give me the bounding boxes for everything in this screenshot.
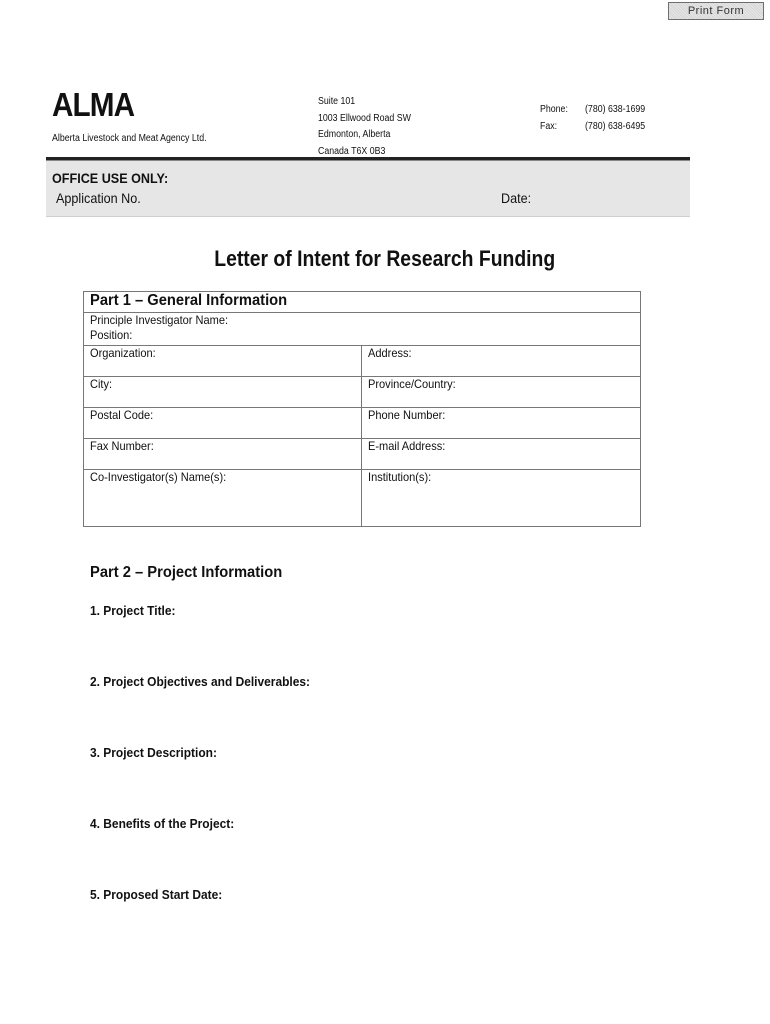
postal-code-field[interactable] [84, 408, 362, 439]
address-line-2: 1003 Ellwood Road SW [318, 113, 411, 124]
office-date-label: Date: [501, 190, 532, 206]
institution-field[interactable] [362, 470, 641, 527]
province-country-field[interactable] [362, 377, 641, 408]
address-line-3: Edmonton, Alberta [318, 129, 391, 140]
city-label: City: [90, 377, 113, 391]
fax-label: Fax: [540, 121, 558, 132]
address-label: Address: [368, 346, 412, 360]
address-field[interactable] [362, 346, 641, 377]
page-title-text: Letter of Intent for Research Funding [214, 246, 556, 271]
project-description-label: 3. Project Description: [90, 745, 217, 760]
project-objectives-label: 2. Project Objectives and Deliverables: [90, 674, 311, 689]
institution-label: Institution(s): [368, 470, 432, 484]
address-line-1: Suite 101 [318, 96, 356, 107]
part1-heading-text: Part 1 – General Information [90, 292, 288, 309]
phone-label: Phone: [540, 104, 568, 115]
co-investigator-field[interactable] [84, 470, 362, 527]
phone-number: (780) 638-1699 [585, 104, 646, 115]
pi-name-label: Principle Investigator Name: [90, 313, 229, 327]
part2-heading: Part 2 – Project Information [90, 564, 283, 581]
city-field[interactable] [84, 377, 362, 408]
phone-number-field[interactable] [362, 408, 641, 439]
page-title [0, 246, 770, 272]
position-label: Position: [90, 328, 133, 342]
alma-logo: ALMA [52, 86, 135, 123]
office-use-title: OFFICE USE ONLY: [52, 170, 169, 186]
org-name: Alberta Livestock and Meat Agency Ltd. [52, 133, 207, 144]
organization-label: Organization: [90, 346, 156, 360]
fax-number-field[interactable] [84, 439, 362, 470]
organization-field[interactable] [84, 346, 362, 377]
application-no-label: Application No. [56, 190, 141, 206]
pi-field[interactable] [84, 313, 641, 346]
project-title-label: 1. Project Title: [90, 603, 176, 618]
address-line-4: Canada T6X 0B3 [318, 146, 386, 157]
print-form-button[interactable]: Print Form [668, 2, 764, 20]
province-country-label: Province/Country: [368, 377, 456, 391]
phone-number-label: Phone Number: [368, 408, 446, 422]
general-information-table [83, 291, 641, 527]
email-address-label: E-mail Address: [368, 439, 446, 453]
part1-heading [84, 292, 641, 313]
project-benefits-label: 4. Benefits of the Project: [90, 816, 235, 831]
fax-number-label: Fax Number: [90, 439, 154, 453]
email-address-field[interactable] [362, 439, 641, 470]
office-use-panel [46, 161, 690, 217]
co-investigator-label: Co-Investigator(s) Name(s): [90, 470, 227, 484]
proposed-start-date-label: 5. Proposed Start Date: [90, 887, 223, 902]
fax-number: (780) 638-6495 [585, 121, 646, 132]
postal-code-label: Postal Code: [90, 408, 154, 422]
